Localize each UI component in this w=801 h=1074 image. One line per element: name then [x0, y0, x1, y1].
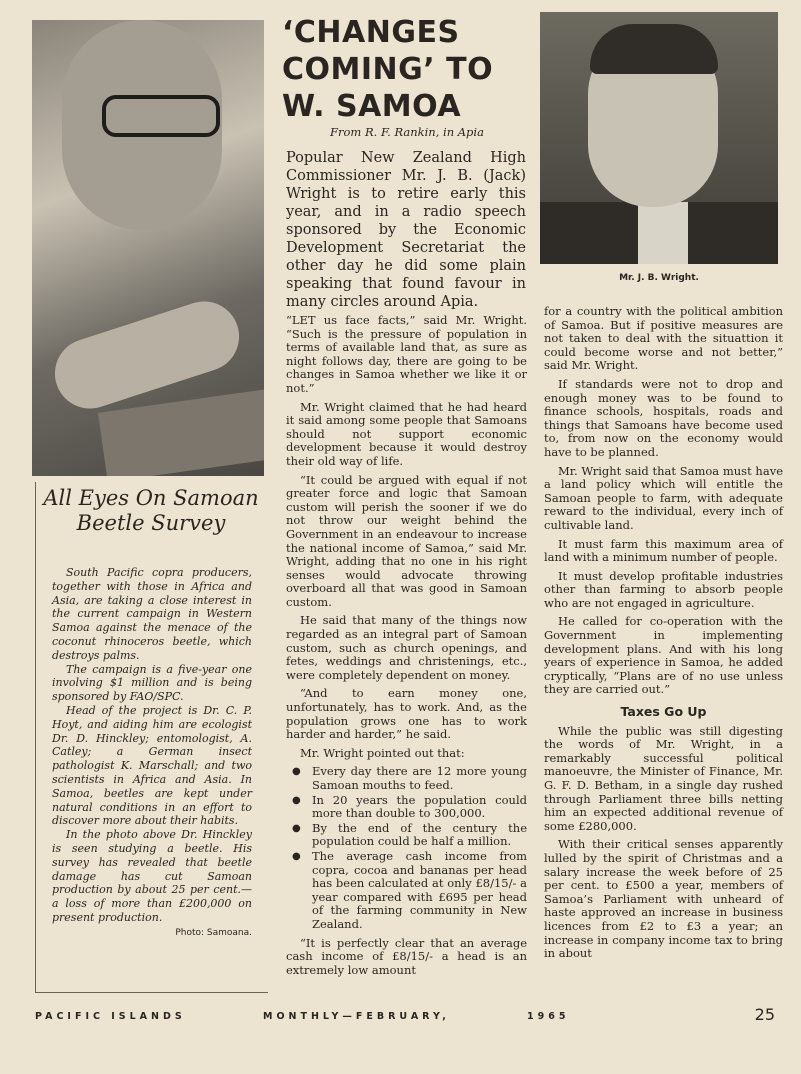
bullet-item: ● By the end of the century the population could be half a million. — [286, 822, 527, 849]
footer-year: 1965 — [527, 1011, 570, 1022]
sidebar-title: All Eyes On Samoan Beetle Survey — [43, 486, 259, 535]
bullet-list — [286, 765, 527, 931]
article-paragraph: “LET us face facts,” said Mr. Wright. “Such is the pressure of population in terms of available land that, as sure as night follows day, there are going to be changes in Samoa whether we like it or not.” — [286, 313, 527, 395]
article-paragraph: If standards were not to drop and enough money was to be found to finance schools, hospitals, roads and things that Samoans have become used to, from now on the economy would have to be planned. — [544, 376, 783, 459]
article-byline: From R. F. Rankin, in Apia — [330, 125, 484, 139]
footer-issue: MONTHLY—FEBRUARY, — [263, 1011, 450, 1022]
photo-credit: Photo: Samoana. — [175, 927, 252, 938]
sidebar-body — [52, 566, 252, 941]
article-paragraph: Mr. Wright claimed that he had heard it said among some people that Samoans should not support economic development because it would destroy their old way of life. — [286, 399, 527, 468]
page-number: 25 — [754, 1005, 775, 1024]
article-intro: Popular New Zealand High Commissioner Mr. J. B. (Jack) Wright is to retire early this year, and in a radio speech sponsored by the Economic Development Secretariat the other day he did some plain speaking that found favour in many circles around Apia. — [286, 150, 526, 310]
bullet-item: ● Every day there are 12 more young Samoan mouths to feed. — [286, 765, 527, 792]
bullet-item: ● The average cash income from copra, cocoa and bananas per head has been calculated at only £8/15/- a year compared with £695 per head of the farming community in New Zealand. — [286, 850, 527, 932]
article-paragraph: “And to earn money one, unfortunately, has to work. And, as the population grows one has to work harder and harder,” he said. — [286, 686, 527, 742]
article-paragraph: “It could be argued with equal if not greater force and logic that Samoan custom will perish the sooner if we do not throw our weight behind the Government in an endeavour to increase the national income of Samoa,” said Mr. Wright, adding that no one in his right senses would advocate throwing overboard all that was good in Samoan custom. — [286, 472, 527, 609]
article-headline: ‘CHANGES COMING’ TO W. SAMOA — [282, 15, 494, 124]
article-paragraph: It must develop profitable industries other than farming to absorb people who are not engaged in agriculture. — [544, 568, 783, 610]
section-subhead: Taxes Go Up — [620, 704, 707, 720]
article-paragraph: With their critical senses apparently lulled by the spirit of Christmas and a salary increase the week before of 25 per cent. to £500 a year, members of Samoa’s Parliament with unheard of haste approved an increase in business licences from £2 to £3 a year; an increase in company income tax to bring in about — [544, 837, 783, 961]
article-paragraph: He said that many of the things now regarded as an integral part of Samoan custom, such as church openings, and fetes, weddings and christenings, etc., were completely dependent on money. — [286, 613, 527, 682]
article-paragraph: It must farm this maximum area of land with a minimum number of people. — [544, 536, 783, 565]
bullet-item: ● In 20 years the population could more than double to 300,000. — [286, 794, 527, 821]
article-column-3 — [544, 305, 783, 966]
portrait-photo — [540, 12, 778, 264]
article-paragraph: Mr. Wright said that Samoa must have a land policy which will entitle the Samoan people to farm, with adequate reward to the individual, every inch of cultivable land. — [544, 463, 783, 532]
footer-publication: PACIFIC ISLANDS — [35, 1011, 186, 1022]
article-paragraph: Mr. Wright pointed out that: — [300, 745, 465, 760]
article-paragraph: He called for co-operation with the Government in implementing development plans. And with his long years of experience in Samoa, he added cryptically, “Plans are of no use unless they are carried out.” — [544, 614, 783, 697]
sidebar-paragraph: South Pacific copra producers, together with those in Africa and Asia, are taking a close interest in the current campaign in Western Samoa against the menace of the coconut rhinoceros beetle, which destroys palms. — [52, 566, 252, 662]
page-footer — [35, 1007, 775, 1027]
sidebar-paragraph: The campaign is a five-year one involving $1 million and is being sponsored by FAO/SPC. — [52, 662, 252, 704]
portrait-caption: Mr. J. B. Wright. — [619, 273, 699, 283]
article-paragraph: for a country with the political ambition of Samoa. But if positive measures are not taken to deal with the situattion it could become worse and not better,” said Mr. Wright. — [544, 304, 783, 373]
article-paragraph: While the public was still digesting the words of Mr. Wright, in a remarkably successful political manoeuvre, the Minister of Finance, Mr. G. F. D. Betham, in a single day rushed through Parliament three bills netting him an expected additional revenue of some £280,000. — [544, 723, 783, 833]
sidebar-paragraph: Head of the project is Dr. C. P. Hoyt, and aiding him are ecologist Dr. D. Hinckley; entomologist, A. Catley; a German insect pathologist K. Marschall; and two scientists in Africa and Asia. In Samoa, beetles are kept under natural conditions in an effort to discover more about their habits. — [52, 703, 252, 828]
article-paragraph: “It is perfectly clear that an average cash income of £8/15/- a head is an extremely low amount — [286, 935, 527, 977]
article-column-2 — [286, 314, 527, 982]
beetle-survey-photo — [32, 20, 264, 476]
sidebar-paragraph: In the photo above Dr. Hinckley is seen studying a beetle. His survey has revealed that beetle damage has cut Samoan production by about 25 per cent.—a loss of more than £200,000 on present production. — [52, 828, 252, 924]
